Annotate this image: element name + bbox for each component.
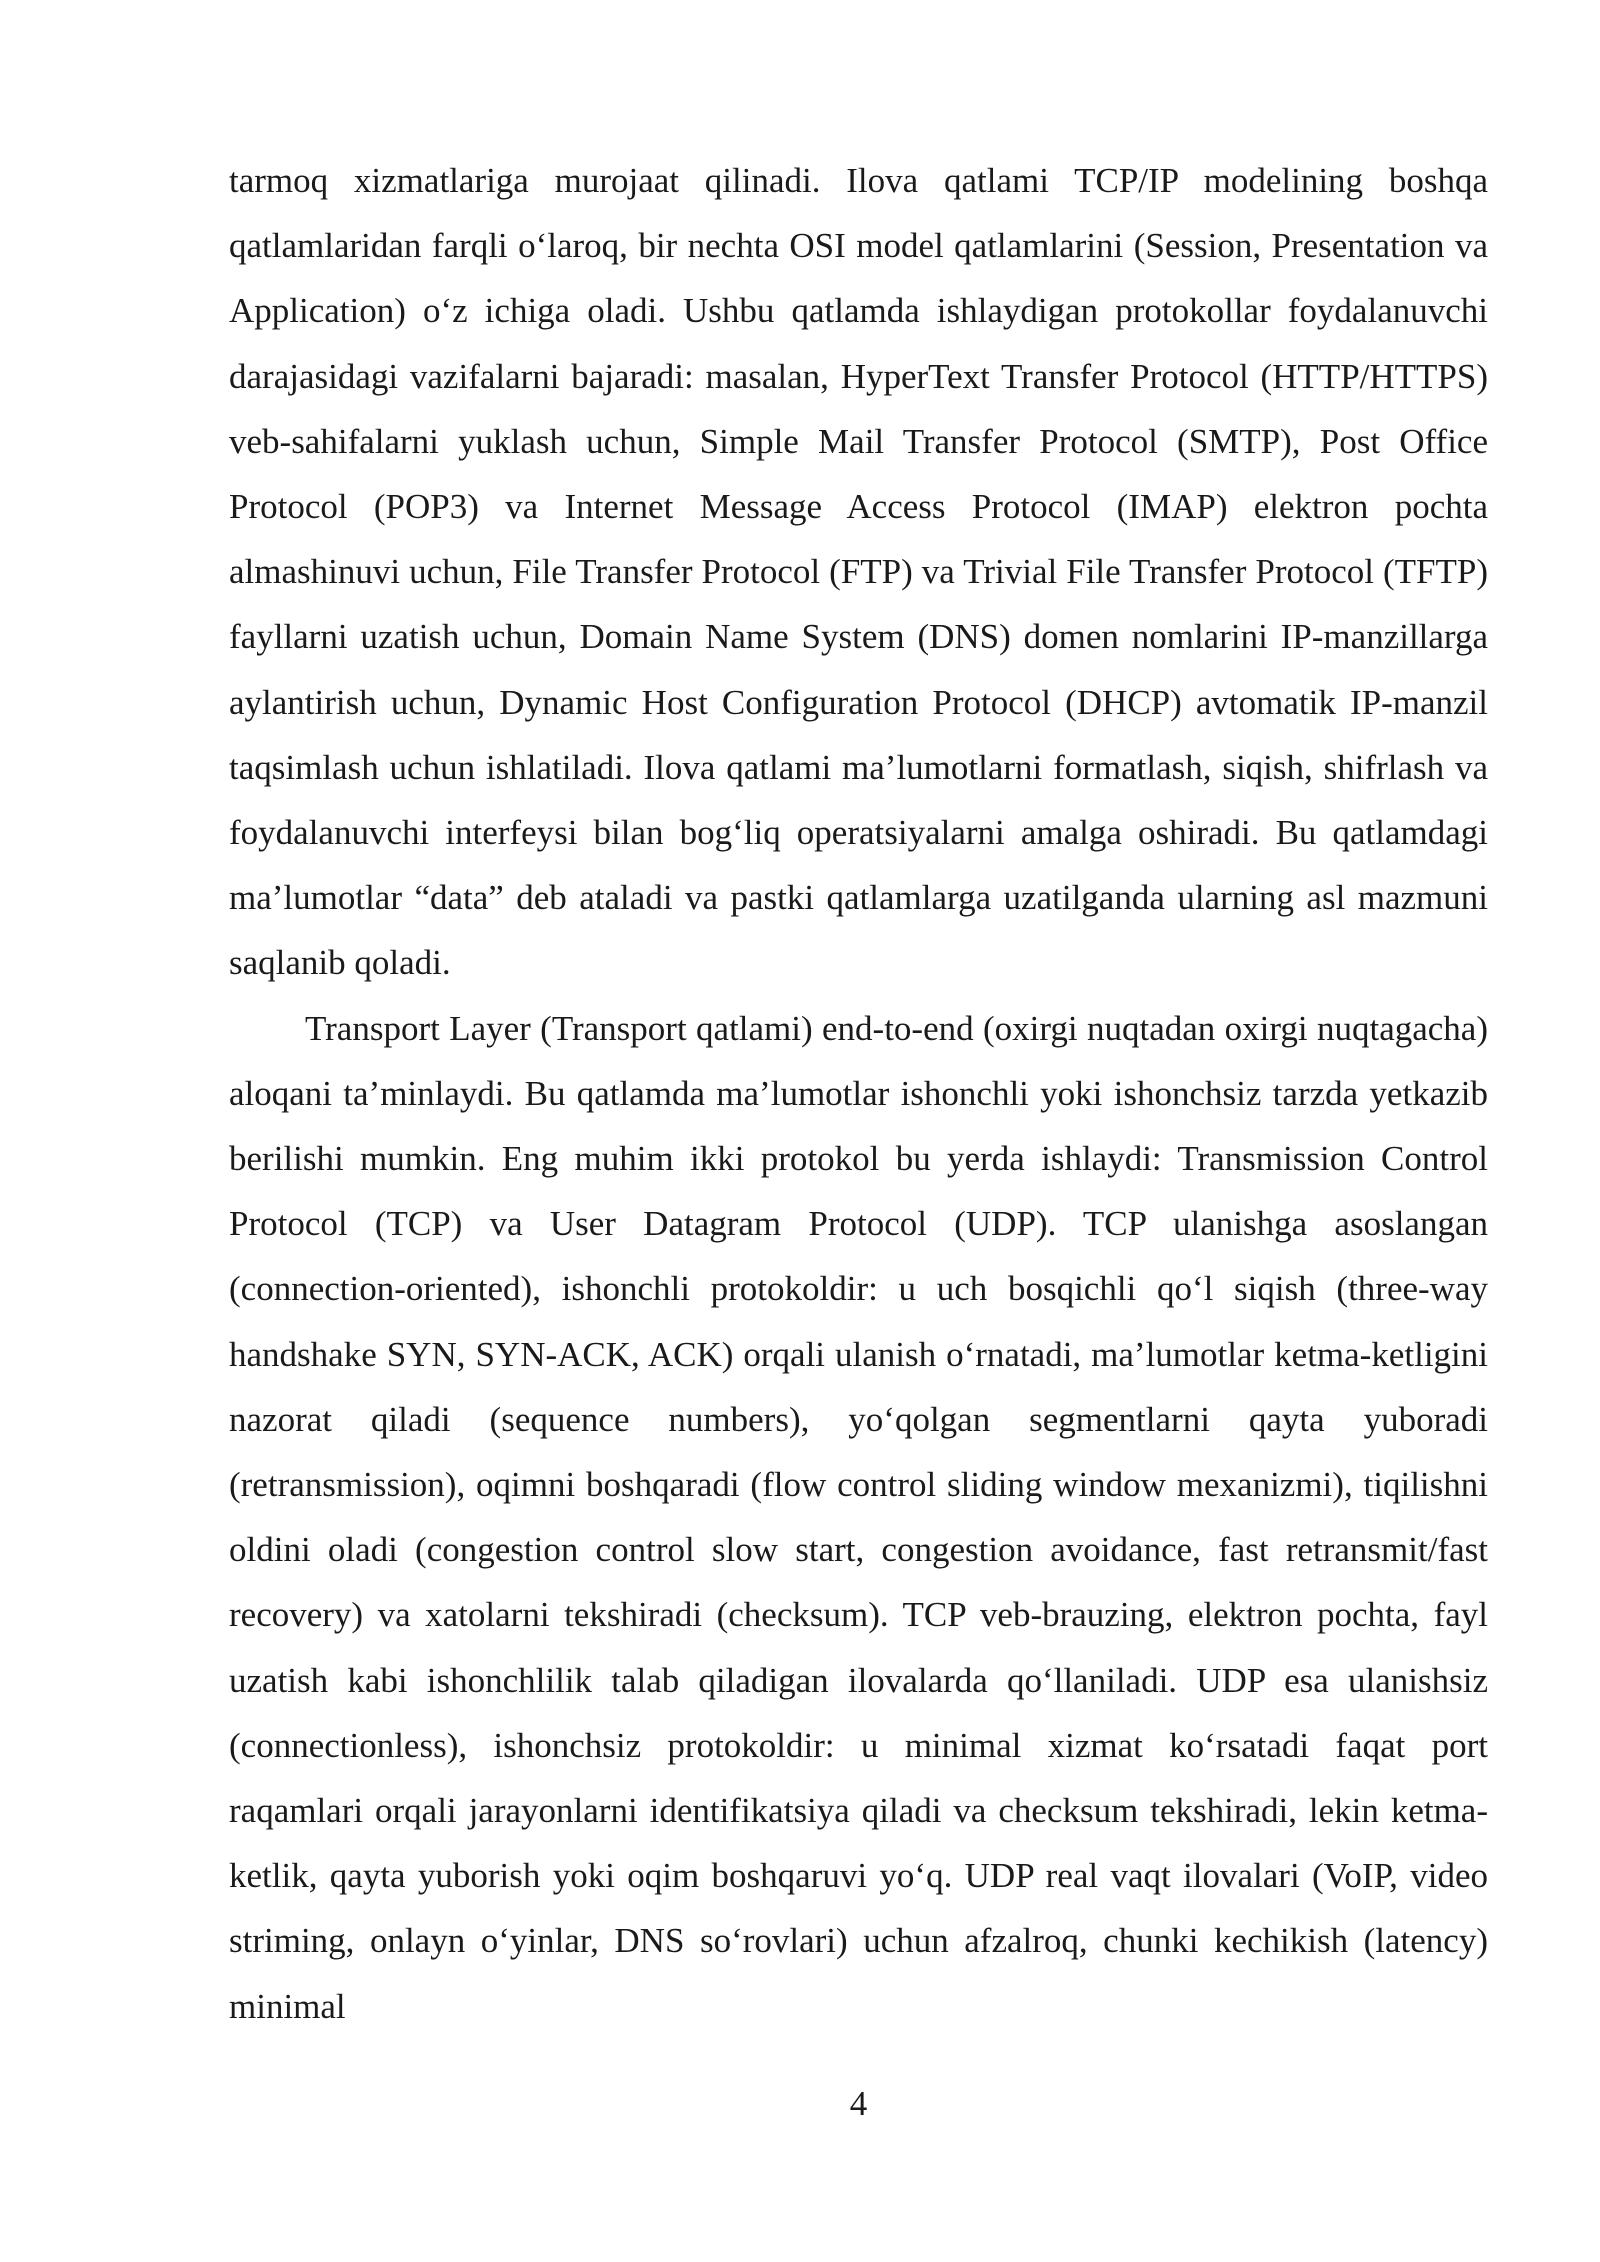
body-text [229, 148, 1488, 2039]
paragraph-application-layer-continuation: tarmoq xizmatlariga murojaat qilinadi. Ilova qatlami TCP/IP modelining boshqa qatlamlaridan farqli o‘laroq, bir nechta OSI model qatlamlarini (Session, Presentation va Application) o‘z ichiga oladi. Ushbu qatlamda ishlaydigan protokollar foydalanuvchi darajasidagi vazifalarni bajaradi: masalan, HyperText Transfer Protocol (HTTP/HTTPS) veb-sahifalarni yuklash uchun, Simple Mail Transfer Protocol (SMTP), Post Office Protocol (POP3) va Internet Message Access Protocol (IMAP) elektron pochta almashinuvi uchun, File Transfer Protocol (FTP) va Trivial File Transfer Protocol (TFTP) fayllarni uzatish uchun, Domain Name System (DNS) domen nomlarini IP-manzillarga aylantirish uchun, Dynamic Host Configuration Protocol (DHCP) avtomatik IP-manzil taqsimlash uchun ishlatiladi. Ilova qatlami ma’lumotlarni formatlash, siqish, shifrlash va foydalanuvchi interfeysi bilan bog‘liq operatsiyalarni amalga oshiradi. Bu qatlamdagi ma’lumotlar “data” deb ataladi va pastki qatlamlarga uzatilganda ularning asl mazmuni saqlanib qoladi. [229, 161, 1488, 983]
page-number: 4 [849, 2084, 868, 2123]
paragraph-transport-layer: Transport Layer (Transport qatlami) end-to-end (oxirgi nuqtadan oxirgi nuqtagacha) aloqani ta’minlaydi. Bu qatlamda ma’lumotlar ishonchli yoki ishonchsiz tarzda yetkazib berilishi mumkin. Eng muhim ikki protokol bu yerda ishlaydi: Transmission Control Protocol (TCP) va User Datagram Protocol (UDP). TCP ulanishga asoslangan (connection-oriented), ishonchli protokoldir: u uch bosqichli qo‘l siqish (three-way handshake SYN, SYN-ACK, ACK) orqali ulanish o‘rnatadi, ma’lumotlar ketma-ketligini nazorat qiladi (sequence numbers), yo‘qolgan segmentlarni qayta yuboradi (retransmission), oqimni boshqaradi (flow control sliding window mexanizmi), tiqilishni oldini oladi (congestion control slow start, congestion avoidance, fast retransmit/fast recovery) va xatolarni tekshiradi (checksum). TCP veb-brauzing, elektron pochta, fayl uzatish kabi ishonchlilik talab qiladigan ilovalarda qo‘llaniladi. UDP esa ulanishsiz (connectionless), ishonchsiz protokoldir: u minimal xizmat ko‘rsatadi faqat port raqamlari orqali jarayonlarni identifikatsiya qiladi va checksum tekshiradi, lekin ketma-ketlik, qayta yuborish yoki oqim boshqaruvi yo‘q. UDP real vaqt ilovalari (VoIP, video striming, onlayn o‘yinlar, DNS so‘rovlari) uchun afzalroq, chunki kechikish (latency) minimal [229, 1008, 1488, 2026]
